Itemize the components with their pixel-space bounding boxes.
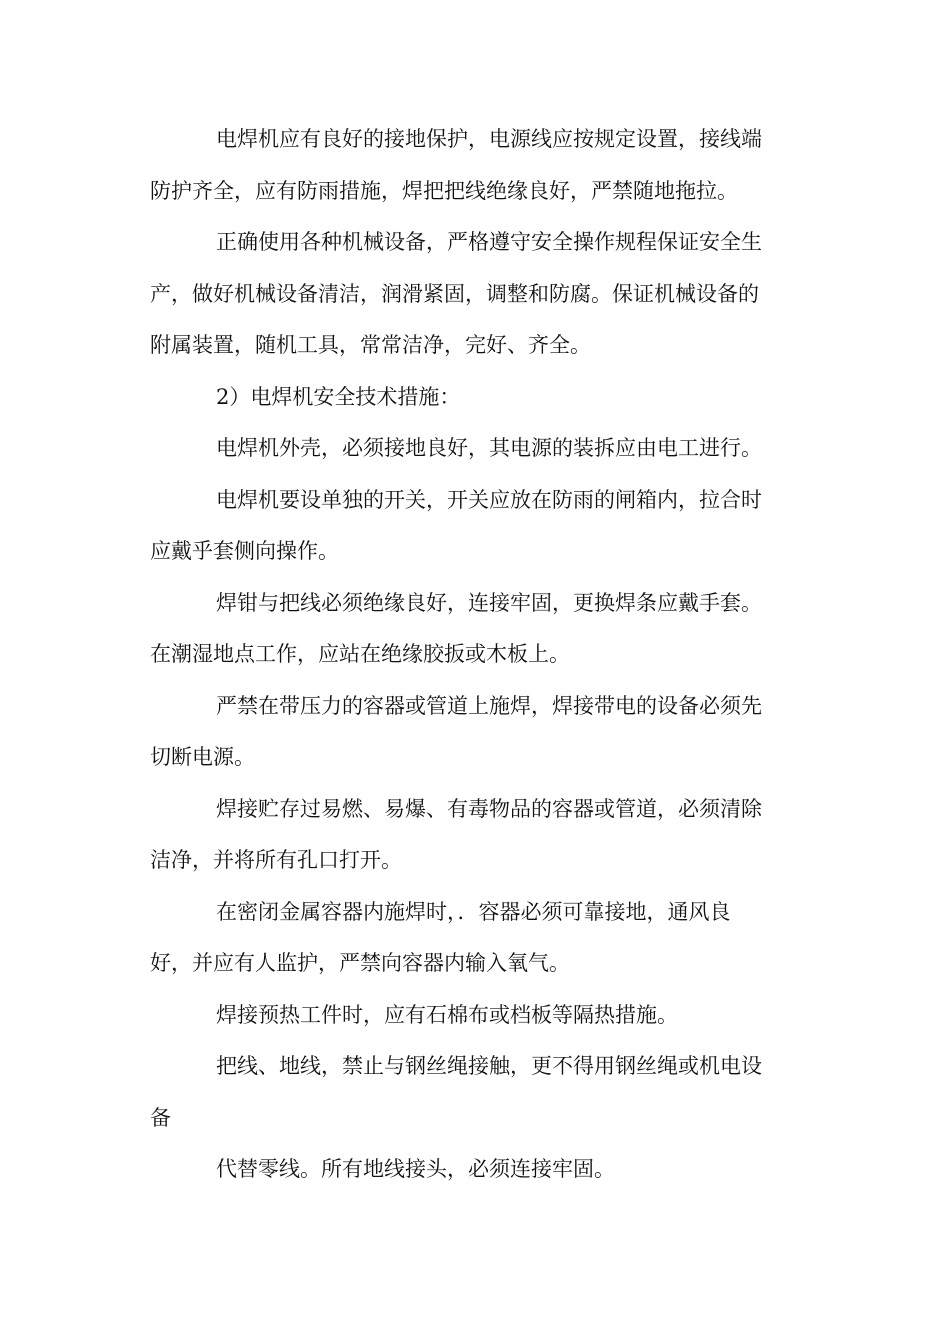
text-line: 在潮湿地点工作，应站在绝缘胶扳或木板上。 [150,642,570,666]
text-line: 切断电源。 [150,745,255,769]
text-line: 焊接预热工件时，应有石棉布或档板等隔热措施。 [216,1002,678,1027]
text-line: 把线、地线，禁止与钢丝绳接触，更不得用钢丝绳或机电设 [216,1054,762,1078]
text-line: 代替零线。所有地线接头，必须连接牢固。 [216,1157,615,1181]
text-line: 在密闭金属容器内施焊时，．容器必须可靠接地，通风良 [216,899,731,924]
document-body [150,114,802,1196]
text-line: 严禁在带压力的容器或管道上施焊，焊接带电的设备必须先 [216,693,762,718]
text-line: 防护齐全，应有防雨措施，焊把把线绝缘良好，严禁随地拖拉。 [150,178,738,203]
text-line: 应戴乎套侧向操作。 [150,539,339,563]
text-line: 电焊机应有良好的接地保护，电源线应按规定设置，接线端 [216,127,762,151]
text-line: 备 [150,1105,171,1130]
section-heading: 2）电焊机安全技术措施： [216,384,461,409]
text-line: 洁净，并将所有孔口打开。 [150,848,402,872]
text-line: 焊接贮存过易燃、易爆、有毒物品的容器或管道，必须清除 [216,796,762,821]
text-line: 电焊机外壳，必须接地良好，其电源的装拆应由电工进行。 [216,436,762,460]
text-line: 好，并应有人监护，严禁向容器内输入氧气。 [150,951,570,975]
text-line: 焊钳与把线必须绝缘良好，连接牢固，更换焊条应戴手套。 [216,590,762,615]
text-line: 正确使用各种机械设备，严格遵守安全操作规程保证安全生 [216,230,762,254]
text-line: 附属装置，随机工具，常常洁净，完好、齐全。 [150,333,591,357]
text-line: 产，做好机械设备清洁，润滑紧固，调整和防腐。保证机械设备的 [150,281,759,306]
text-line: 电焊机要设单独的开关，开关应放在防雨的闸箱内，拉合时 [216,487,762,512]
